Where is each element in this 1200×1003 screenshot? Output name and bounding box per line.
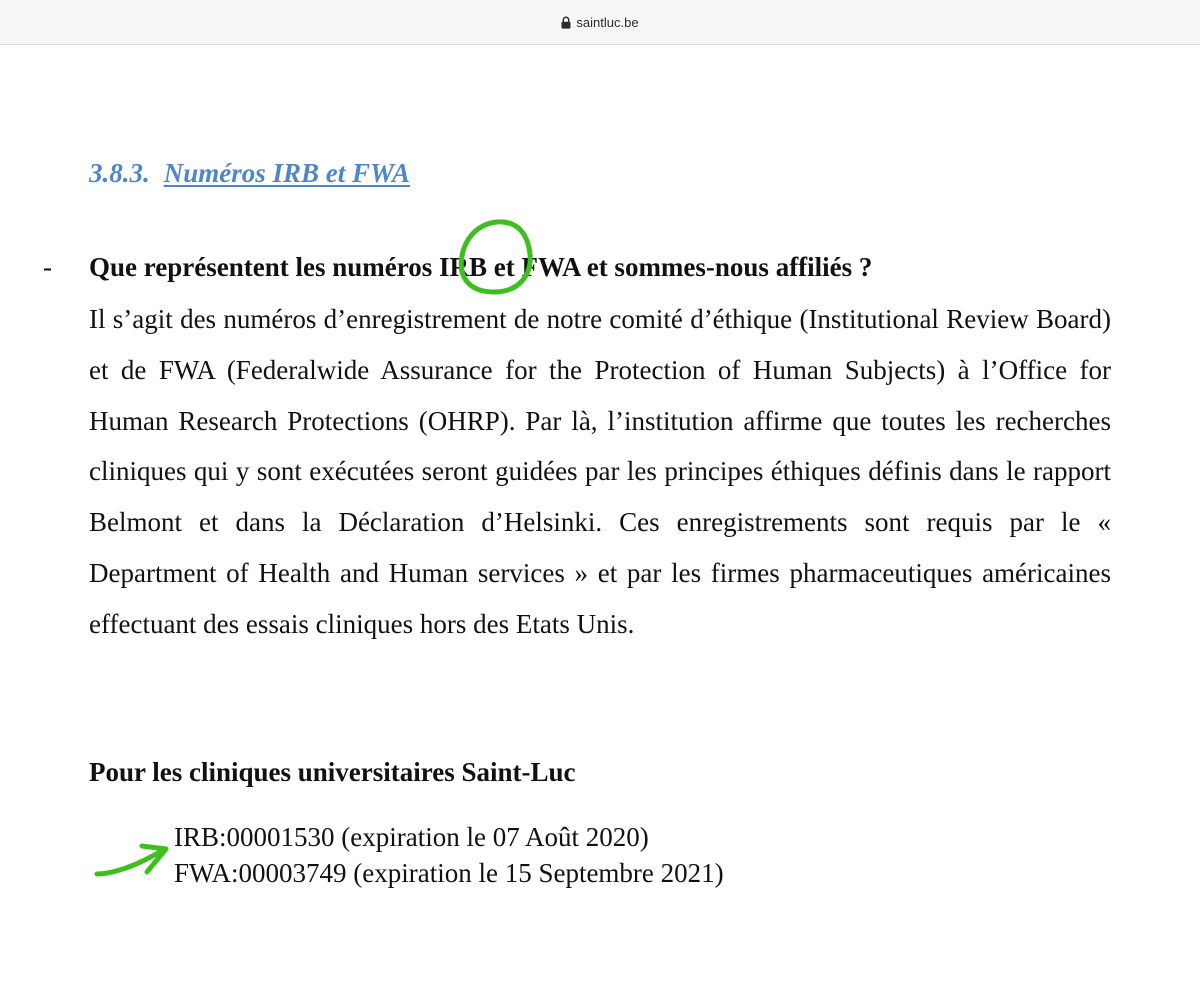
fwa-registration: FWA:00003749 (expiration le 15 Septembre 2021) [174, 858, 724, 888]
org-heading: Pour les cliniques universitaires Saint-Luc [89, 757, 576, 787]
url-display[interactable] [0, 0, 1200, 44]
irb-registration: IRB:00001530 (expiration le 07 Août 2020) [174, 822, 649, 852]
section-heading [89, 158, 410, 189]
list-bullet: - [43, 252, 52, 282]
answer-paragraph: Il s’agit des numéros d’enregistrement de notre comité d’éthique (Institutional Review Board) et de FWA (Federalwide Assurance for the Protection of Human Subjects) à l’Office for Human Research Protections (OHRP). Par là, l’institution affirme que toutes les recherches cliniques qui y sont exécutées seront guidées par les principes éthiques définis dans le rapport Belmont et dans la Déclaration d’Helsinki. Ces enregistrements sont requis par le « Department of Health and Human services » et par les firmes pharmaceutiques américaines effectuant des essais cliniques hors des Etats Unis. [89, 304, 1111, 639]
lock-icon [561, 16, 571, 29]
browser-address-bar[interactable] [0, 0, 1200, 45]
url-text: saintluc.be [576, 14, 639, 30]
section-title-link[interactable]: Numéros IRB et FWA [163, 158, 411, 188]
section-number: 3.8.3. [89, 158, 150, 188]
annotation-arrow-mark [97, 846, 166, 874]
question-heading: Que représentent les numéros IRB et FWA et sommes-nous affiliés ? [89, 252, 873, 282]
